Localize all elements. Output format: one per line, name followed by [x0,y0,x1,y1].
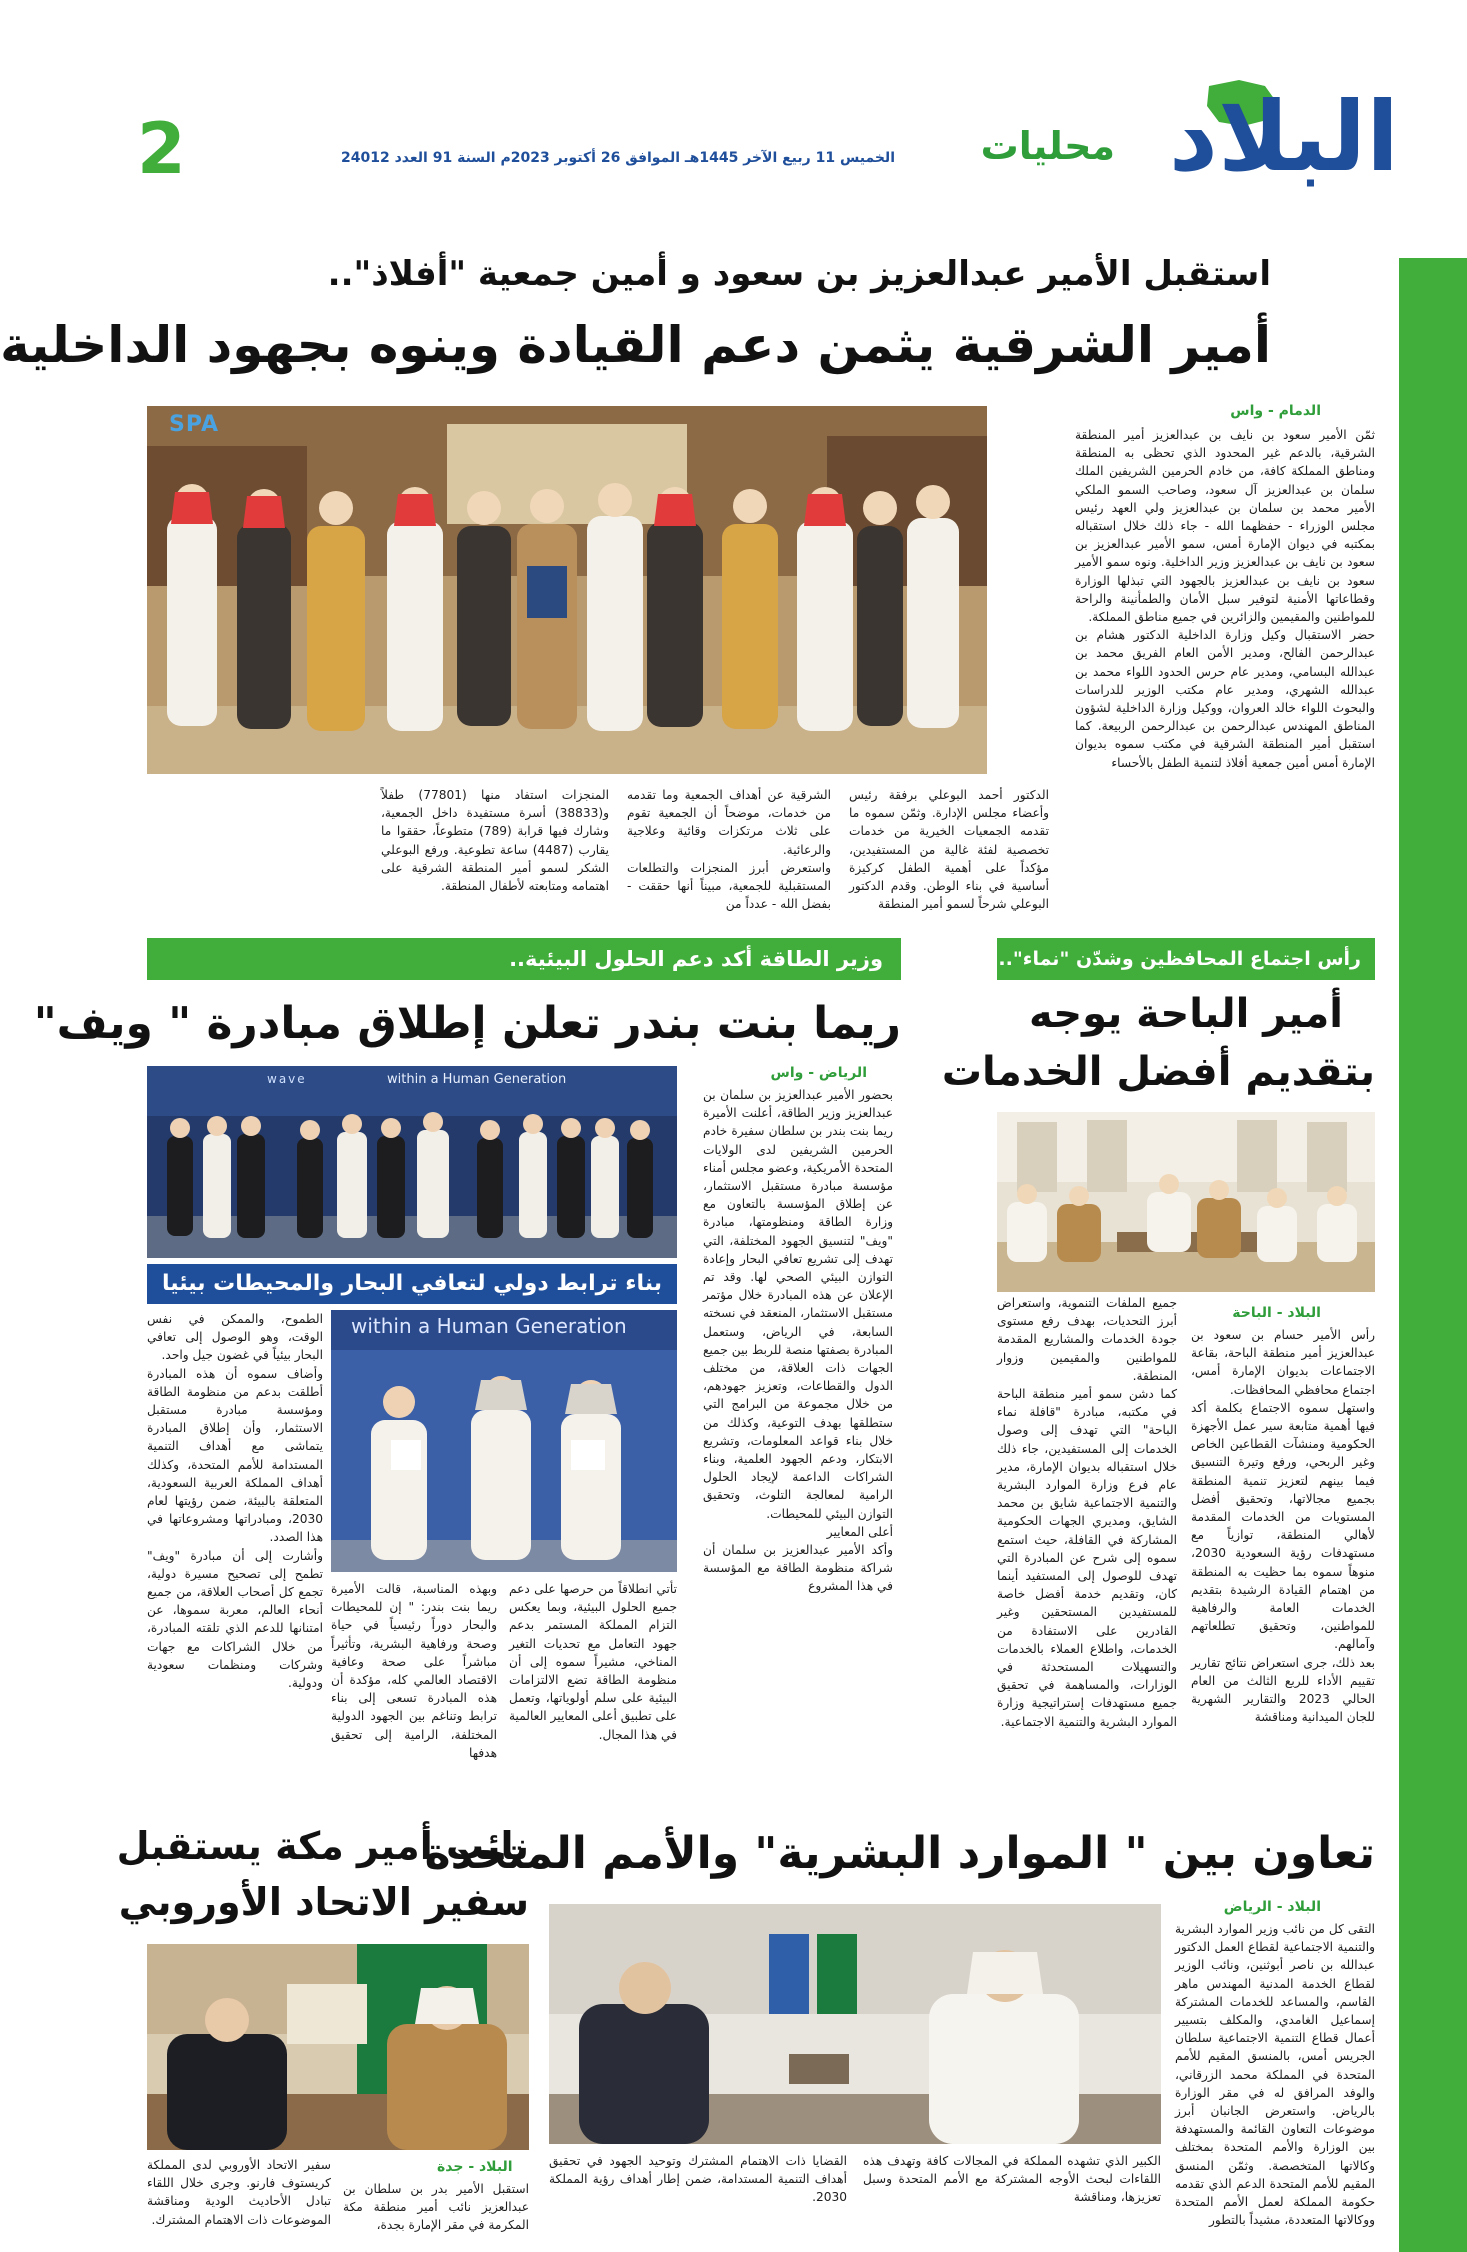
baha-photo[interactable] [997,1112,1375,1292]
lead-dateline: الدمام - واس [1230,403,1321,419]
hr-column-1: التقى كل من نائب وزير الموارد البشرية والتنمية الاجتماعية لقطاع العمل الدكتور عبدالله بن ناصر أبوثنين، ونائب الوزير لقطاع الخدمة المدنية المهندس ماهر القاسم، والمساعد للخدمات المشتركة إسماعيل الغامدي، والمكلف بتسيير أعمال قطاع التنمية الاجتماعية سلطان الجريس أمس، بالمنسق المقيم للأمم المتحدة في المملكة محمد الزرقاني، والوفد المرافق له في مقر الوزارة بالرياض. واستعرض الجانبان أبرز موضوعات التعاون القائمة والمستهدفة بين الوزارة والأمم المتحدة بمختلف وكالاتها المتخصصة. وثمّن المنسق المقيم للأمم المتحدة الدعم الذي تقدمه حكومة المملكة لعمل الأمم المتحدة ووكالاتها المتعددة، مشيداً بالتطور [1175,1922,1375,2228]
hr-dateline: البلاد - الرياض [1223,1899,1321,1915]
makkah-headline-1: نائب أمير مكة يستقبل [116,1824,529,1868]
section-title: محليات [980,124,1115,168]
logo-text: البلاد [1168,81,1399,193]
wave-group-photo[interactable] [147,1066,677,1258]
hr-column-3: القضايا ذات الاهتمام المشترك وتوحيد الجهود في تحقيق أهداف التنمية المستدامة، ضمن إطار أهداف رؤية المملكة 2030. [549,2154,847,2205]
wave-headline: ريما بنت بندر تعلن إطلاق مبادرة " ويف" [33,998,901,1049]
makkah-photo[interactable] [147,1944,529,2150]
signing-photo-caption: within a Human Generation [351,1314,627,1338]
lead-headline: أمير الشرقية يثمن دعم القيادة وينوه بجهود الداخلية [0,316,1271,374]
wave-column-2: الطموح، والممكن في نفس الوقت، وهو الوصول إلى تعافي البحار بيئياً في غضون جيل واحد. وأضاف سموه أن هذه المبادرة أطلقت بدعم من منظومة الطاقة ومؤسسة مبادرة مستقبل الاستثمار، وأن إطلاق المبادرة يتماشى مع أهداف التنمية المستدامة للأمم المتحدة، وكذلك أهداف المملكة العربية السعودية، المتعلقة بالبيئة، ضمن رؤيتها لعام 2030، ومبادراتها ومشروعاتها في هذا الصدد. وأشارت إلى أن مبادرة "ويف" تطمح إلى تصحيح مسيرة دولية، تجمع كل أصحاب العلاقة، من جميع أنحاء العالم، معربة سموها، عن امتنانها للدعم الذي تلقته المبادرة، من خلال الشراكات مع جهات وشركات ومنظمات سعودية ودولية. [147,1312,323,1691]
baha-dateline: البلاد - الباحة [1232,1305,1321,1321]
baha-column-1: رأس الأمير حسام بن سعود بن عبدالعزيز أمير منطقة الباحة، بقاعة الاجتماعات بديوان الإمارة أمس، اجتماع محافظي المحافظات. واستهل سموه الاجتماع بكلمة أكد فيها أهمية متابعة سير عمل الأجهزة الحكومية ومنشآت القطاعين الخاص وغير الربحي، ورفع وتيرة التنسيق فيما بينهم لتعزيز تنمية المنطقة بجميع مجالاتها، وتحقيق أفضل المستويات من الخدمات المقدمة لأهالي المنطقة، توازياً مع مستهدفات رؤية السعودية 2030، منوهاً سموه بما حظيت به المنطقة من اهتمام القيادة الرشيدة بتقديم الخدمات العامة والرفاهية للمواطنين، وتحقيق تطلعاتهم وآمالهم. بعد ذلك، جرى استعراض نتائج تقارير تقييم الأداء للربع الثالث من العام الحالي 2023 والتقارير الشهرية للجان الميدانية ومناقشة [1191,1328,1375,1725]
spa-logo: SPA [169,412,219,437]
makkah-dateline: البلاد - جدة [437,2159,513,2175]
wave-subheading-bar [147,1264,677,1304]
lead-column-1: ثمّن الأمير سعود بن نايف بن عبدالعزيز أمير المنطقة الشرقية، بالدعم غير المحدود الذي تحظى به المنطقة ومناطق المملكة كافة، من خادم الحرمين الشريفين الملك سلمان بن عبدالعزيز آل سعود، وصاحب السمو الملكي الأمير محمد بن سلمان بن عبدالعزيز ولي العهد رئيس مجلس الوزراء - حفظهما الله - جاء ذلك خلال استقباله بمكتبه في ديوان الإمارة أمس، سمو الأمير عبدالعزيز بن سعود بن نايف بن عبدالعزيز وزير الداخلية. ونوه سمو الأمير سعود بن نايف بن عبدالعزيز بالجهود التي تبذلها الوزارة وقطاعاتها الأمنية لتوفير سبل الأمان والطمأنينة والراحة للمواطنين والمقيمين والزائرين في جميع مناطق المملكة. حضر الاستقبال وكيل وزارة الداخلية الدكتور هشام بن عبدالرحمن الفالح، ومدير الأمن العام الفريق محمد بن عبدالله البسامي، ومدير عام حرس الحدود اللواء محمد بن عبدالله الشهري، ومدير عام مكتب الوزير للدراسات والبحوث اللواء خالد العروان، ووكيل وزارة الداخلية لشؤون المناطق المهندس عبدالرحمن بن عبدالرحمن الربيعة. كما استقبل أمير المنطقة الشرقية في مكتب سموه بديوان الإمارة أمس أمين جمعية أفلاذ لتنمية الطفل بالأحساء [1075,428,1375,770]
masthead [47,60,1467,200]
baha-banner-text: رأس اجتماع المحافظين وشدّن "نماء".. [998,948,1361,970]
wave-subheading-text: بناء ترابط دولي لتعافي البحار والمحيطات بيئيا [162,1271,662,1296]
hr-column-2: الكبير الذي تشهده المملكة في المجالات كافة وتهدف هذه اللقاءات لبحث الأوجه المشتركة مع الأمم المتحدة وسبل تعزيزها، ومناقشة [863,2154,1161,2205]
hr-headline: تعاون بين " الموارد البشرية" والأمم المتحدة [424,1828,1375,1879]
lead-column-2: الدكتور أحمد البوعلي برفقة رئيس وأعضاء مجلس الإدارة. وثمّن سموه ما تقدمه الجمعيات الخيرية من خدمات تخصصية لفئة غالية من المستفيدين، مؤكداً على أهمية الطفل كركيزة أساسية في بناء الوطن. وقدم الدكتور البوعلي شرحاً لسمو أمير المنطقة [849,788,1049,912]
wave-photo-brand: wave [267,1072,307,1086]
wave-column-1: بحضور الأمير عبدالعزيز بن سلمان بن عبدالعزيز وزير الطاقة، أعلنت الأميرة ريما بنت بندر بن سلطان سفيرة خادم الحرمين الشريفين لدى الولايات المتحدة الأمريكية، وعضو مجلس أمناء مؤسسة مبادرة مستقبل الاستثمار، عن إطلاق المؤسسة بالتعاون مع وزارة الطاقة ومنظومتها، مبادرة "ويف" لتنسيق الجهود المختلفة، التي تهدف إلى تشريع تعافي البحار وإعادة التوازن البيئي الصحي لها. وقد تم الإعلان عن هذه المبادرة خلال مؤتمر مستقبل الاستثمار، المنعقد في نسخته السابعة، في الرياض، وستعمل المبادرة بصفتها منصة للربط بين جميع الجهات ذات العلاقة، من مختلف الدول والقطاعات، وتعزيز جهودهم، من خلال مجموعة من البرامج التي ستطلقها بهدف التوعية، وكذلك من خلال بناء قواعد المعلومات، وتشريع الابتكار، ودعم الجهود العلمية، وبناء الشراكات الداعمة لإيجاد الحلول الرامية لمعالجة التلوث، وتحقيق التوازن البيئي للمحيطات. أعلى المعايير وأكد الأمير عبدالعزيز بن سلمان أن شراكة منظومة الطاقة مع المؤسسة في هذا المشروع [703,1088,893,1594]
baha-banner [997,938,1375,980]
wave-column-3: وبهذه المناسبة، قالت الأميرة ريما بنت بندر: " إن للمحيطات والبحار دوراً رئيسياً في حياة وصحة ورفاهية البشرية، وتأثيراً مباشراً على صحة وعافية الاقتصاد العالمي كله، مؤكدة أن هذه المبادرة تسعى إلى بناء ترابط وتناغم بين الجهود الدولية المختلفة، الرامية إلى تحقيق هدفها [331,1582,497,1760]
wave-dateline: الرياض - واس [770,1065,867,1081]
wave-column-4: تأتي انطلاقاً من حرصها على دعم جميع الحلول البيئية، وبما يعكس التزام المملكة المستمر بدعم جهود التعامل مع تحديات التغير المناخي، مشيراً سموه إلى أن منظومة الطاقة تضع الالتزامات البيئية على سلم أولوياتها، وتعمل على تطبيق أعلى المعايير العالمية في هذا المجال. [509,1582,677,1742]
wave-signing-photo[interactable] [331,1310,677,1572]
page-number: 2 [137,108,186,190]
makkah-column-2: سفير الاتحاد الأوروبي لدى المملكة كريستوف فارنو. وجرى خلال اللقاء تبادل الأحاديث الودية ومناقشة الموضوعات ذات الاهتمام المشترك. [147,2158,331,2227]
lead-photo[interactable] [147,406,987,774]
wave-kicker-text: وزير الطاقة أكد دعم الحلول البيئية.. [509,947,883,971]
issue-line: الخميس 11 ربيع الآخر 1445هـ الموافق 26 أكتوبر 2023م السنة 91 العدد 24012 [341,150,895,166]
side-green-bar [1399,258,1467,2252]
lead-column-4: المنجزات استفاد منها (77801) طفلاً و(38833) أسرة مستفيدة داخل الجمعية، وشارك فيها قرابة (789) متطوعاً، حققوا ما يقارب (4487) ساعة تطوعية. ورفع البوعلي الشكر لسمو أمير المنطقة الشرقية على اهتمامه ومتابعته لأطفال المنطقة. [381,788,609,894]
baha-column-2: جميع الملفات التنموية، واستعراض أبرز التحديات، بهدف رفع مستوى جودة الخدمات والمشاريع المقدمة للمواطنين والمقيمين وزوار المنطقة. كما دشن سمو أمير منطقة الباحة في مكتبه، مبادرة "قافلة نماء الباحة" التي تهدف إلى وصول الخدمات إلى المستفيدين، جاء ذلك خلال استقباله بديوان الإمارة، مدير عام فرع وزارة الموارد البشرية والتنمية الاجتماعية شايق بن محمد الشايق، ومديري الجهات الحكومية المشاركة في القافلة، حيث استمع سموه إلى شرح عن المبادرة التي تهدف للوصول إلى المستفيد أينما كان، وتقديم خدمة أفضل خاصة للمستفيدين المستحقين وغير القادرين على الاستفادة من الخدمات، واطلاع العملاء بالخدمات والتسهيلات المستحدثة في الوزارات، والمساهمة في تحقيق جميع مستهدفات إستراتيجية وزارة الموارد البشرية والتنمية الاجتماعية. [997,1296,1177,1729]
wave-kicker-bar [147,938,901,980]
lead-column-3: الشرقية عن أهداف الجمعية وما تقدمه من خدمات، موضحاً أن الجمعية تقوم على ثلاث مرتكزات وقائية وعلاجية والرعائية. واستعرض أبرز المنجزات والتطلعات المستقبلية للجمعية، مبيناً أنها حققت - بفضل الله - عدداً من [627,788,831,912]
baha-headline-2: بتقديم أفضل الخدمات [941,1049,1375,1095]
hr-photo[interactable] [549,1904,1161,2144]
makkah-headline-2: سفير الاتحاد الأوروبي [118,1880,529,1924]
wave-photo-caption: within a Human Generation [387,1072,567,1087]
makkah-column-1: استقبل الأمير بدر بن سلطان بن عبدالعزيز نائب أمير منطقة مكة المكرمة في مقر الإمارة بجدة، [343,2182,529,2233]
baha-headline-1: أمير الباحة يوجه [1029,991,1343,1037]
lead-kicker: استقبل الأمير عبدالعزيز بن سعود و أمين جمعية "أفلاذ".. [327,254,1271,294]
newspaper-logo[interactable] [1147,76,1399,196]
